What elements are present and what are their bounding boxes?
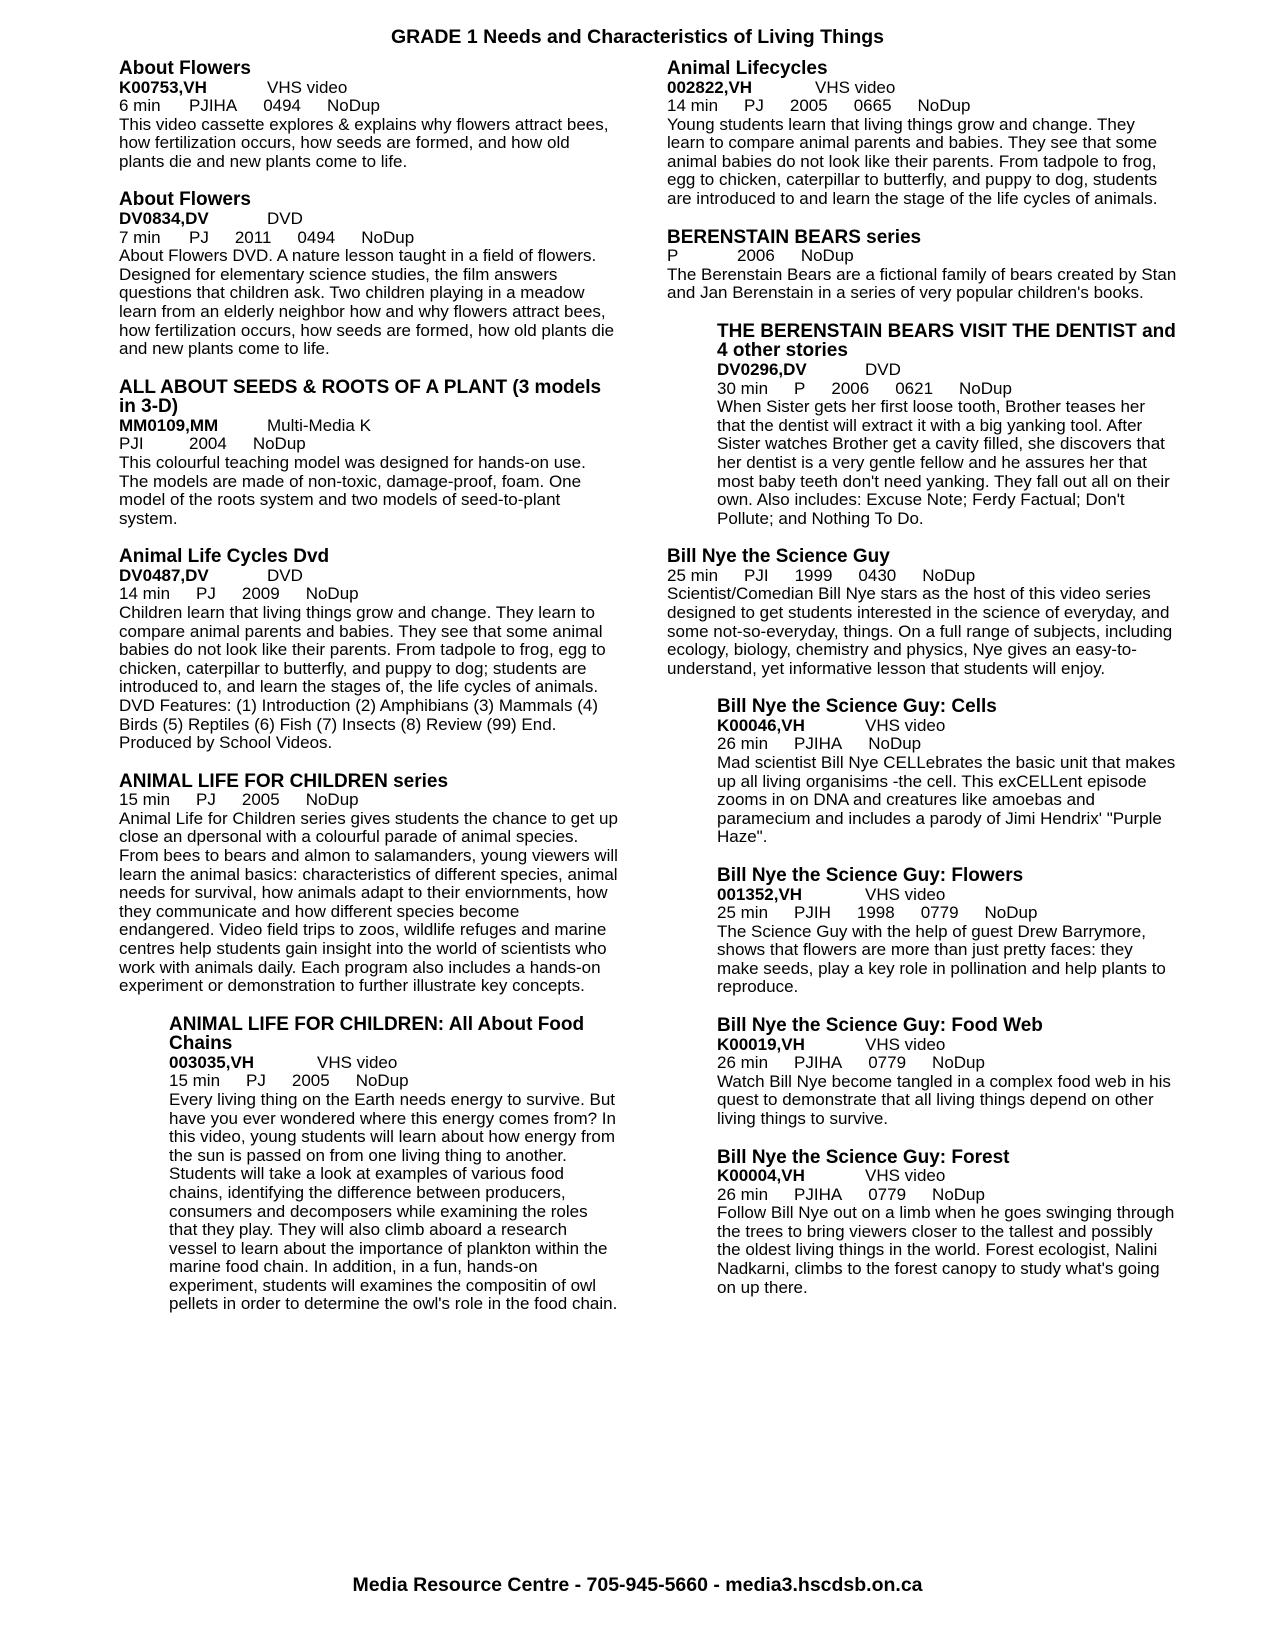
detail-field: 30 min: [717, 378, 769, 398]
detail-field: 0665: [853, 96, 892, 116]
detail-field: NoDup: [800, 246, 854, 266]
detail-field: NoDup: [932, 1184, 985, 1204]
entry-description: Animal Life for Children series gives students the chance to get up close an dpersonal with a colourful parade of animal species. From bees to bears and almon to salamanders, young viewers will learn the animal basics: characteristics of different species, animal needs for survival, how animals adapt to their enviornments, how they communicate and how different species become endangered. Video field trips to zoos, wildlife refuges and marine centres help students gain insight into the world of scientists who work with animals daily. Each program also includes a hands-on experiment or demonstration to further illustrate key concepts.: [119, 808, 618, 996]
entry-code-line: [667, 79, 1177, 98]
detail-field: 26 min: [717, 1184, 769, 1204]
entry-details-line: [119, 791, 619, 810]
catalog-entry: [119, 190, 619, 358]
entry-details-line: [119, 435, 619, 454]
entry-code-line: [119, 417, 619, 436]
entry-details-line: [717, 735, 1177, 754]
detail-field: PJ: [189, 227, 209, 247]
catalog-entry: [119, 772, 619, 996]
entry-code-line: [119, 210, 619, 229]
detail-field: NoDup: [959, 378, 1012, 398]
catalog-entry: [717, 1016, 1177, 1128]
page-title: GRADE 1 Needs and Characteristics of Living Things: [390, 26, 885, 48]
detail-field: PJ: [744, 96, 764, 116]
call-number: 003035,VH: [169, 1052, 255, 1072]
entry-title: BERENSTAIN BEARS series: [667, 226, 922, 248]
media-format: DVD: [267, 565, 303, 585]
call-number: DV0834,DV: [119, 208, 209, 228]
detail-field: P: [794, 378, 806, 398]
entry-description: Young students learn that living things grow and change. They learn to compare animal parents and babies. They see that some animal babies do not look like their parents. From tadpole to frog, egg to chicken, caterpillar to butterfly, and puppy to dog, students are introduced to and learn the stage of the life cycles of animals.: [667, 114, 1158, 209]
entry-details-line: [667, 247, 1177, 266]
detail-field: NoDup: [355, 1071, 409, 1091]
footer: Media Resource Centre - 705-945-5660 - media3.hscdsb.on.ca: [352, 1574, 923, 1596]
detail-field: 0430: [858, 565, 897, 585]
detail-field: 0621: [895, 378, 934, 398]
call-number: MM0109,MM: [119, 415, 219, 435]
detail-field: NoDup: [917, 96, 971, 116]
entry-details-line: [667, 97, 1177, 116]
entry-title: ANIMAL LIFE FOR CHILDREN: All About Food Chains: [169, 1013, 585, 1055]
left-column: [119, 59, 619, 1333]
entry-description: When Sister gets her first loose tooth, Brother teases her that the dentist will extract it with a big yanking tool. After Sister watches Brother get a cavity filled, she discovers that her dentist is a very gentle fellow and he assures her that most baby teeth don't need yanking. They fall out all on their own. Also includes: Excuse Note; Ferdy Factual; Don't Pollute; and Nothing To Do.: [717, 397, 1170, 528]
call-number: K00019,VH: [717, 1034, 805, 1054]
entry-details-line: [717, 1186, 1177, 1205]
catalog-entry: [667, 228, 1177, 303]
entry-description: The Berenstain Bears are a fictional family of bears created by Stan and Jan Berenstain in a series of very popular children's books.: [667, 264, 1177, 303]
detail-field: 0494: [263, 96, 302, 116]
entry-details-line: [717, 904, 1177, 923]
detail-field: 26 min: [717, 1053, 769, 1073]
entry-description: Children learn that living things grow and change. They learn to compare animal parents and babies. They see that some animal babies do not look like their parents. From tadpole to frog, egg to chicken, caterpillar to butterfly, and puppy to dog; students are introduced to, and learn the stages of, the life cycles of animals. DVD Features: (1) Introduction (2) Amphibians (3) Mammals (4) Birds (5) Reptiles (6) Fish (7) Insects (8) Review (99) End. Produced by School Videos.: [119, 602, 606, 753]
media-format: VHS video: [865, 1034, 946, 1054]
media-format: VHS video: [865, 884, 946, 904]
media-format: VHS video: [267, 77, 348, 97]
call-number: DV0296,DV: [717, 359, 807, 379]
detail-field: NoDup: [932, 1053, 985, 1073]
entry-description: Mad scientist Bill Nye CELLebrates the basic unit that makes up all living organisims -the cell. This exCELLent episode zooms in on DNA and creatures like amoebas and paramecium and includes a parody of Jimi Hendrix' "Purple Haze".: [717, 753, 1176, 847]
entry-details-line: [717, 1054, 1177, 1073]
catalog-entry: [119, 547, 619, 752]
media-format: VHS video: [865, 715, 946, 735]
catalog-entry: [119, 59, 619, 171]
detail-field: 1998: [856, 903, 895, 923]
detail-field: 14 min: [667, 96, 719, 116]
entry-code-line: [119, 79, 619, 98]
entry-description: This video cassette explores & explains why flowers attract bees, how fertilization occurs, how seeds are formed, and how old plants die and new plants come to life.: [119, 114, 609, 171]
entry-title: ANIMAL LIFE FOR CHILDREN series: [119, 770, 449, 792]
detail-field: 2011: [234, 227, 272, 247]
detail-field: 2006: [831, 378, 870, 398]
entry-description: Every living thing on the Earth needs energy to survive. But have you ever wondered where this energy comes from? In this video, young students will learn about how energy from the sun is passed on from one living thing to another. Students will take a look at examples of various food chains, identifying the difference between producers, consumers and decomposers while examining the roles that they play. They will also climb aboard a research vessel to learn about the importance of plankton within the marine food chain. In addition, in a fun, hands-on experiment, students will examines the compositin of owl pellets in order to determine the owl's role in the food chain.: [169, 1089, 618, 1314]
catalog-entry: [717, 322, 1177, 528]
detail-field: PJI: [744, 565, 769, 585]
entry-title: Bill Nye the Science Guy: Food Web: [717, 1015, 1043, 1037]
detail-field: 26 min: [717, 734, 769, 754]
detail-field: PJI: [119, 434, 144, 454]
catalog-entry: [667, 547, 1177, 678]
media-format: VHS video: [865, 1166, 946, 1186]
entry-code-line: [717, 886, 1177, 905]
entry-title: About Flowers: [119, 189, 251, 211]
entry-title: Bill Nye the Science Guy: [667, 546, 890, 568]
entry-title: Bill Nye the Science Guy: Forest: [717, 1146, 1010, 1168]
call-number: 002822,VH: [667, 77, 753, 97]
detail-field: 2005: [291, 1071, 330, 1091]
detail-field: 0779: [868, 1184, 907, 1204]
detail-field: NoDup: [305, 584, 359, 604]
catalog-entry: [717, 697, 1177, 847]
entry-title: Animal Life Cycles Dvd: [119, 546, 330, 568]
detail-field: NoDup: [922, 565, 976, 585]
catalog-entry: [169, 1015, 619, 1314]
detail-field: PJIHA: [794, 1184, 843, 1204]
catalog-entry: [667, 59, 1177, 209]
catalog-entry: [717, 866, 1177, 997]
entry-code-line: [717, 361, 1177, 380]
media-format: Multi-Media K: [267, 415, 371, 435]
entry-code-line: [717, 1167, 1177, 1186]
entry-description: Watch Bill Nye become tangled in a complex food web in his quest to demonstrate that all living things depend on other living things to survive.: [717, 1071, 1171, 1128]
entry-title: THE BERENSTAIN BEARS VISIT THE DENTIST and 4 other stories: [717, 320, 1176, 362]
entry-code-line: [717, 1036, 1177, 1055]
entry-title: ALL ABOUT SEEDS & ROOTS OF A PLANT (3 models in 3-D): [119, 376, 602, 418]
detail-field: PJIH: [794, 903, 831, 923]
media-format: DVD: [267, 208, 303, 228]
detail-field: PJ: [196, 790, 216, 810]
entry-description: The Science Guy with the help of guest Drew Barrymore, shows that flowers are more than just pretty faces: they make seeds, play a key role in pollination and help plants to reproduce.: [717, 921, 1166, 997]
detail-field: 25 min: [717, 903, 769, 923]
entry-details-line: [119, 585, 619, 604]
detail-field: PJIHA: [794, 1053, 843, 1073]
call-number: DV0487,DV: [119, 565, 209, 585]
media-format: VHS video: [815, 77, 896, 97]
entry-code-line: [717, 717, 1177, 736]
detail-field: 0779: [868, 1053, 907, 1073]
entry-title: Bill Nye the Science Guy: Flowers: [717, 865, 1024, 886]
detail-field: NoDup: [252, 434, 306, 454]
detail-field: 2006: [737, 246, 775, 266]
detail-field: 14 min: [119, 584, 171, 604]
right-column: [667, 59, 1177, 1316]
detail-field: NoDup: [984, 903, 1038, 923]
detail-field: PJ: [246, 1071, 266, 1091]
entry-title: Animal Lifecycles: [667, 58, 828, 79]
detail-field: 6 min: [119, 96, 161, 116]
detail-field: NoDup: [327, 96, 380, 116]
entry-details-line: [119, 97, 619, 116]
entry-description: Follow Bill Nye out on a limb when he goes swinging through the trees to bring viewers closer to the tallest and possibly the oldest living things in the world. Forest ecologist, Nalini Nadkarni, climbs to the forest canopy to study what's going on up there.: [717, 1203, 1175, 1297]
entry-description: About Flowers DVD. A nature lesson taught in a field of flowers. Designed for elementary science studies, the film answers questions that children ask. Two children playing in a meadow learn from an elderly neighbor how and why flowers attract bees, how fertilization occurs, how seeds are formed, how old plants die and new plants come to life.: [119, 246, 615, 359]
detail-field: NoDup: [305, 790, 359, 810]
entry-code-line: [119, 567, 619, 586]
detail-field: 15 min: [169, 1071, 221, 1091]
entry-details-line: [717, 380, 1177, 399]
detail-field: 7 min: [119, 227, 161, 247]
detail-field: 2004: [189, 434, 227, 454]
detail-field: 2005: [789, 96, 828, 116]
entry-details-line: [169, 1072, 619, 1091]
detail-field: NoDup: [361, 227, 415, 247]
entry-title: About Flowers: [119, 58, 251, 79]
catalog-entry: [717, 1148, 1177, 1298]
detail-field: 1999: [794, 565, 833, 585]
call-number: K00753,VH: [119, 77, 207, 97]
detail-field: PJIHA: [189, 96, 238, 116]
entry-description: Scientist/Comedian Bill Nye stars as the host of this video series designed to get students interested in the science of everyday, and some not-so-everyday, things. On a full range of subjects, including ecology, biology, chemistry and physics, Nye gives an easy-to-understand, yet informative lesson that students will enjoy.: [667, 584, 1173, 678]
detail-field: P: [667, 246, 679, 266]
entry-details-line: [119, 229, 619, 248]
entry-description: This colourful teaching model was designed for hands-on use. The models are made of non-toxic, damage-proof, foam. One model of the roots system and two models of seed-to-plant system.: [119, 452, 586, 528]
detail-field: NoDup: [868, 734, 922, 754]
detail-field: 2009: [241, 584, 280, 604]
detail-field: PJ: [196, 584, 216, 604]
catalog-entry: [119, 378, 619, 529]
call-number: K00004,VH: [717, 1166, 805, 1186]
call-number: 001352,VH: [717, 884, 803, 904]
entry-code-line: [169, 1054, 619, 1073]
media-format: DVD: [865, 359, 901, 379]
entry-title: Bill Nye the Science Guy: Cells: [717, 696, 997, 718]
detail-field: 15 min: [119, 790, 171, 810]
detail-field: 0494: [297, 227, 336, 247]
entry-details-line: [667, 567, 1177, 586]
call-number: K00046,VH: [717, 715, 805, 735]
detail-field: 2005: [241, 790, 280, 810]
detail-field: PJIHA: [794, 734, 843, 754]
media-format: VHS video: [317, 1052, 398, 1072]
detail-field: 25 min: [667, 565, 719, 585]
detail-field: 0779: [920, 903, 959, 923]
